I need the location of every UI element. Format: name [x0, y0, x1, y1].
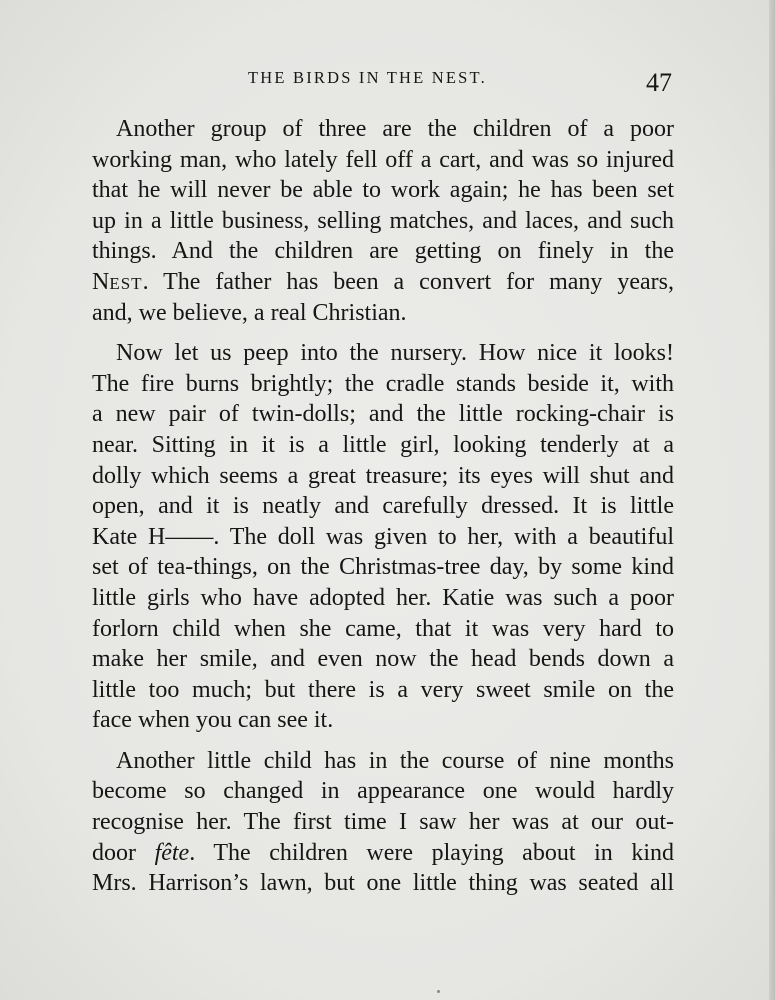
- small-caps-initial: N: [92, 268, 110, 295]
- print-speck: [437, 990, 440, 993]
- italic-word: fête: [154, 839, 190, 866]
- text-line: working man, who lately fell off a cart, and was so injured: [92, 146, 674, 173]
- paragraph-2: [92, 338, 674, 736]
- text-run: door: [92, 839, 155, 866]
- text-line: open, and it is neatly and carefully dressed. It is little: [92, 493, 674, 520]
- text-line: forlorn child when she came, that it was very hard to: [92, 615, 674, 642]
- paragraph-gap: [92, 736, 674, 746]
- text-line: Another group of three are the children of a poor: [116, 116, 674, 142]
- text-line: The fire burns brightly; the cradle stands beside it, with: [92, 370, 674, 397]
- text-line: little girls who have adopted her. Katie was such a poor: [92, 584, 674, 611]
- text-line: become so changed in appearance one would hardly: [92, 778, 674, 805]
- text-line: face when you can see it.: [92, 707, 334, 734]
- running-title: THE BIRDS IN THE NEST.: [248, 68, 487, 87]
- text-run: . The father has been a convert for many years,: [142, 268, 674, 295]
- text-line: and, we believe, a real Christian.: [92, 299, 407, 326]
- page-number: 47: [646, 68, 672, 97]
- text-line: Another little child has in the course of nine months: [116, 747, 674, 774]
- paragraph-3: [92, 746, 674, 899]
- text-line: [92, 838, 674, 869]
- body-text: [92, 114, 674, 899]
- text-line: Kate H——. The doll was given to her, with a beautiful: [92, 523, 674, 550]
- small-caps-rest: EST: [109, 273, 143, 293]
- text-line: make her smile, and even now the head bends down a: [92, 646, 674, 673]
- text-line: recognise her. The first time I saw her was at our out-: [92, 809, 674, 836]
- text-line: that he will never be able to work again; he has been set: [92, 177, 674, 204]
- running-head: [0, 68, 775, 97]
- text-line: [92, 267, 674, 298]
- text-line: Now let us peep into the nursery. How nice it looks!: [116, 340, 674, 367]
- text-line: up in a little business, selling matches, and laces, and such: [92, 207, 674, 234]
- text-line: dolly which seems a great treasure; its eyes will shut and: [92, 462, 674, 489]
- page-edge-shadow: [769, 0, 775, 1000]
- paragraph-gap: [92, 328, 674, 338]
- paragraph-1: [92, 114, 674, 328]
- text-line: Mrs. Harrison’s lawn, but one little thing was seated all: [92, 870, 674, 897]
- text-run: . The children were playing about in kind: [189, 839, 674, 866]
- text-line: set of tea-things, on the Christmas-tree day, by some kind: [92, 554, 674, 581]
- text-line: near. Sitting in it is a little girl, looking tenderly at a: [92, 431, 674, 458]
- text-line: a new pair of twin-dolls; and the little rocking-chair is: [92, 401, 674, 428]
- text-line: little too much; but there is a very sweet smile on the: [92, 676, 674, 703]
- text-line: things. And the children are getting on finely in the: [92, 238, 674, 265]
